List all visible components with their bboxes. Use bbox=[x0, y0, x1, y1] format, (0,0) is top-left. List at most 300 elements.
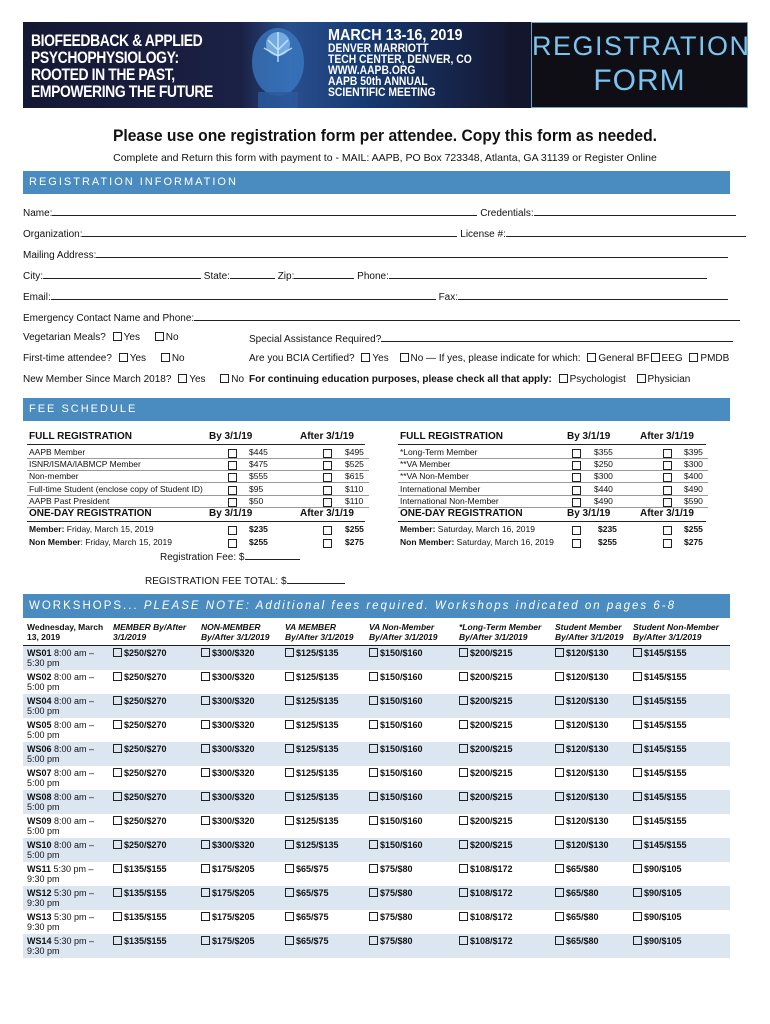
workshop-price-cell bbox=[109, 838, 197, 862]
workshop-price-cell bbox=[551, 838, 629, 862]
fee-row-label bbox=[400, 537, 554, 547]
workshop-price: $75/$80 bbox=[380, 936, 413, 946]
fee-row-label: **VA Member bbox=[400, 459, 451, 470]
workshop-price: $108/$172 bbox=[470, 912, 513, 922]
workshop-price: $65/$80 bbox=[566, 936, 599, 946]
workshop-checkbox[interactable] bbox=[555, 696, 564, 705]
workshop-price-cell bbox=[551, 862, 629, 886]
workshop-price: $300/$320 bbox=[212, 696, 255, 706]
workshop-checkbox[interactable] bbox=[113, 912, 122, 921]
workshop-checkbox[interactable] bbox=[201, 648, 210, 657]
fee-after-price: $590 bbox=[684, 495, 703, 506]
workshop-checkbox[interactable] bbox=[459, 696, 468, 705]
credentials-field[interactable] bbox=[534, 206, 736, 216]
workshop-session bbox=[23, 934, 109, 958]
workshop-checkbox[interactable] bbox=[201, 888, 210, 897]
workshop-checkbox[interactable] bbox=[633, 744, 642, 753]
event-date: MARCH 13-16, 2019 bbox=[328, 27, 463, 44]
workshop-checkbox[interactable] bbox=[555, 936, 564, 945]
workshop-price: $125/$135 bbox=[296, 768, 339, 778]
emergency-row bbox=[23, 311, 740, 324]
workshop-checkbox[interactable] bbox=[113, 696, 122, 705]
workshop-price-cell bbox=[197, 934, 281, 958]
no-label: No bbox=[165, 332, 179, 343]
workshop-checkbox[interactable] bbox=[633, 768, 642, 777]
mailing-row bbox=[23, 248, 728, 261]
workshop-checkbox[interactable] bbox=[369, 936, 378, 945]
email-row bbox=[23, 290, 728, 303]
vegetarian-label: Vegetarian Meals? bbox=[23, 332, 106, 343]
fee-by-checkbox[interactable] bbox=[572, 539, 581, 548]
workshop-checkbox[interactable] bbox=[113, 936, 122, 945]
bcia-yes-checkbox[interactable] bbox=[361, 353, 370, 362]
workshop-checkbox[interactable] bbox=[201, 768, 210, 777]
workshop-price: $150/$160 bbox=[380, 672, 423, 682]
workshop-checkbox[interactable] bbox=[369, 840, 378, 849]
workshop-row bbox=[23, 934, 730, 958]
workshop-price: $150/$160 bbox=[380, 840, 423, 850]
workshop-price: $145/$155 bbox=[644, 744, 687, 754]
workshop-checkbox[interactable] bbox=[555, 888, 564, 897]
head-silhouette-icon bbox=[228, 22, 328, 108]
workshop-checkbox[interactable] bbox=[201, 672, 210, 681]
workshop-price-cell bbox=[281, 838, 365, 862]
workshop-checkbox[interactable] bbox=[555, 648, 564, 657]
workshop-checkbox[interactable] bbox=[459, 720, 468, 729]
workshop-checkbox[interactable] bbox=[633, 888, 642, 897]
workshop-price-cell bbox=[365, 766, 455, 790]
fee-by-checkbox[interactable] bbox=[572, 526, 581, 535]
workshop-price: $250/$270 bbox=[124, 840, 167, 850]
form-word: FORM bbox=[593, 64, 686, 97]
workshop-checkbox[interactable] bbox=[285, 696, 294, 705]
workshop-checkbox[interactable] bbox=[459, 816, 468, 825]
workshop-checkbox[interactable] bbox=[285, 792, 294, 801]
workshop-price-cell bbox=[197, 670, 281, 694]
workshop-checkbox[interactable] bbox=[285, 744, 294, 753]
workshop-code: WS10 bbox=[27, 840, 52, 850]
workshop-checkbox[interactable] bbox=[459, 744, 468, 753]
workshop-checkbox[interactable] bbox=[633, 936, 642, 945]
fee-after-checkbox[interactable] bbox=[323, 473, 332, 482]
newmember-yes-checkbox[interactable] bbox=[178, 374, 187, 383]
workshop-checkbox[interactable] bbox=[555, 768, 564, 777]
workshop-price: $65/$75 bbox=[296, 888, 329, 898]
fee-row-label: *Long-Term Member bbox=[400, 447, 478, 457]
fee-by-price: $255 bbox=[598, 536, 617, 547]
workshop-price: $65/$80 bbox=[566, 912, 599, 922]
workshop-checkbox[interactable] bbox=[113, 720, 122, 729]
workshop-checkbox[interactable] bbox=[285, 672, 294, 681]
workshop-checkbox[interactable] bbox=[459, 888, 468, 897]
workshop-price: $145/$155 bbox=[644, 720, 687, 730]
workshop-row bbox=[23, 886, 730, 910]
fee-after-price: $275 bbox=[345, 536, 364, 547]
psychologist-checkbox[interactable] bbox=[559, 374, 568, 383]
fee-after-checkbox[interactable] bbox=[663, 498, 672, 507]
event-details bbox=[328, 28, 499, 99]
fee-after-checkbox[interactable] bbox=[323, 461, 332, 470]
workshop-checkbox[interactable] bbox=[369, 816, 378, 825]
workshop-price: $250/$270 bbox=[124, 648, 167, 658]
workshop-checkbox[interactable] bbox=[369, 696, 378, 705]
workshop-checkbox[interactable] bbox=[555, 912, 564, 921]
workshop-price: $175/$205 bbox=[212, 864, 255, 874]
workshop-checkbox[interactable] bbox=[369, 744, 378, 753]
workshop-checkbox[interactable] bbox=[113, 840, 122, 849]
workshop-checkbox[interactable] bbox=[369, 672, 378, 681]
header-va-non-member: VA Non-Member By/After 3/1/2019 bbox=[365, 620, 455, 646]
workshop-price-cell bbox=[551, 910, 629, 934]
workshop-checkbox[interactable] bbox=[285, 840, 294, 849]
workshop-price: $300/$320 bbox=[212, 792, 255, 802]
workshop-checkbox[interactable] bbox=[633, 792, 642, 801]
bcia-no-label: No — If yes, please indicate for which: bbox=[410, 353, 581, 364]
firsttime-no-checkbox[interactable] bbox=[161, 353, 170, 362]
workshop-checkbox[interactable] bbox=[201, 936, 210, 945]
workshop-price-cell bbox=[551, 814, 629, 838]
workshop-checkbox[interactable] bbox=[459, 912, 468, 921]
workshop-price-cell bbox=[109, 766, 197, 790]
firsttime-label: First-time attendee? bbox=[23, 353, 112, 364]
fee-by-checkbox[interactable] bbox=[572, 461, 581, 470]
organization-field[interactable] bbox=[82, 227, 457, 237]
email-field[interactable] bbox=[51, 290, 436, 300]
workshop-checkbox[interactable] bbox=[555, 744, 564, 753]
workshop-checkbox[interactable] bbox=[113, 672, 122, 681]
workshop-price: $120/$130 bbox=[566, 816, 609, 826]
workshop-price-cell bbox=[629, 838, 730, 862]
fee-after-checkbox[interactable] bbox=[323, 486, 332, 495]
workshop-checkbox[interactable] bbox=[201, 792, 210, 801]
workshop-price: $150/$160 bbox=[380, 816, 423, 826]
state-field[interactable] bbox=[230, 269, 275, 279]
workshop-price-cell bbox=[281, 910, 365, 934]
workshop-checkbox[interactable] bbox=[633, 672, 642, 681]
workshop-price: $150/$160 bbox=[380, 720, 423, 730]
general-bf-checkbox[interactable] bbox=[587, 353, 596, 362]
workshop-price: $125/$135 bbox=[296, 672, 339, 682]
registration-fee-row bbox=[160, 550, 300, 563]
workshop-price: $145/$155 bbox=[644, 696, 687, 706]
workshop-checkbox[interactable] bbox=[113, 648, 122, 657]
registration-total-field[interactable] bbox=[287, 574, 345, 584]
fee-by-checkbox[interactable] bbox=[228, 449, 237, 458]
emergency-contact-field[interactable] bbox=[194, 311, 740, 321]
workshop-session bbox=[23, 646, 109, 671]
workshop-checkbox[interactable] bbox=[201, 912, 210, 921]
workshop-checkbox[interactable] bbox=[459, 672, 468, 681]
workshop-checkbox[interactable] bbox=[285, 816, 294, 825]
workshop-price: $200/$215 bbox=[470, 720, 513, 730]
newmember-no-checkbox[interactable] bbox=[220, 374, 229, 383]
registration-total-row bbox=[145, 574, 345, 587]
workshop-time: 8:00 am – 5:00 pm bbox=[27, 816, 95, 836]
workshop-checkbox[interactable] bbox=[633, 816, 642, 825]
fee-after-checkbox[interactable] bbox=[663, 473, 672, 482]
workshop-price-cell bbox=[109, 814, 197, 838]
workshop-price-cell bbox=[281, 670, 365, 694]
workshop-session bbox=[23, 886, 109, 910]
workshop-time: 8:00 am – 5:00 pm bbox=[27, 768, 95, 788]
email-label: Email: bbox=[23, 292, 51, 303]
workshop-checkbox[interactable] bbox=[633, 912, 642, 921]
workshop-price-cell bbox=[109, 718, 197, 742]
fee-after-price: $255 bbox=[345, 524, 364, 534]
fee-by-checkbox[interactable] bbox=[228, 461, 237, 470]
workshop-checkbox[interactable] bbox=[555, 864, 564, 873]
pmdb-checkbox[interactable] bbox=[689, 353, 698, 362]
workshop-price: $150/$160 bbox=[380, 744, 423, 754]
bcia-label: Are you BCIA Certified? bbox=[249, 353, 355, 364]
fee-after-checkbox[interactable] bbox=[663, 461, 672, 470]
workshop-checkbox[interactable] bbox=[285, 768, 294, 777]
workshop-checkbox[interactable] bbox=[459, 936, 468, 945]
workshop-price: $65/$80 bbox=[566, 888, 599, 898]
workshop-price: $135/$155 bbox=[124, 936, 167, 946]
workshop-checkbox[interactable] bbox=[459, 840, 468, 849]
workshop-price: $90/$105 bbox=[644, 912, 682, 922]
workshop-checkbox[interactable] bbox=[201, 840, 210, 849]
organization-row bbox=[23, 227, 746, 240]
workshop-price: $120/$130 bbox=[566, 720, 609, 730]
fee-after-checkbox[interactable] bbox=[323, 498, 332, 507]
fee-by-checkbox[interactable] bbox=[228, 498, 237, 507]
workshop-checkbox[interactable] bbox=[369, 888, 378, 897]
workshop-row bbox=[23, 742, 730, 766]
workshop-price-cell bbox=[197, 814, 281, 838]
vegetarian-yes-checkbox[interactable] bbox=[113, 332, 122, 341]
fee-after-checkbox[interactable] bbox=[323, 539, 332, 548]
workshop-checkbox[interactable] bbox=[285, 720, 294, 729]
fee-row-label-text: Friday, March 15, 2019 bbox=[64, 524, 154, 534]
workshop-checkbox[interactable] bbox=[369, 912, 378, 921]
fee-by-price: $445 bbox=[249, 447, 268, 457]
workshop-price: $250/$270 bbox=[124, 816, 167, 826]
workshop-price-cell bbox=[281, 646, 365, 671]
zip-field[interactable] bbox=[294, 269, 354, 279]
workshop-price-cell bbox=[629, 766, 730, 790]
workshop-price: $120/$130 bbox=[566, 672, 609, 682]
registration-form-title bbox=[531, 22, 751, 108]
workshop-checkbox[interactable] bbox=[633, 864, 642, 873]
workshop-checkbox[interactable] bbox=[555, 720, 564, 729]
workshop-checkbox[interactable] bbox=[633, 696, 642, 705]
fee-by-price: $555 bbox=[249, 471, 268, 482]
workshop-price: $200/$215 bbox=[470, 672, 513, 682]
workshop-checkbox[interactable] bbox=[459, 864, 468, 873]
workshop-price-cell bbox=[551, 670, 629, 694]
workshop-checkbox[interactable] bbox=[555, 792, 564, 801]
workshop-price-cell bbox=[281, 718, 365, 742]
workshop-price-cell bbox=[629, 814, 730, 838]
workshop-price: $150/$160 bbox=[380, 792, 423, 802]
mailing-address-field[interactable] bbox=[96, 248, 728, 258]
workshop-checkbox[interactable] bbox=[285, 912, 294, 921]
fee-by-checkbox[interactable] bbox=[228, 486, 237, 495]
workshop-checkbox[interactable] bbox=[113, 768, 122, 777]
license-field[interactable] bbox=[506, 227, 746, 237]
workshop-checkbox[interactable] bbox=[555, 816, 564, 825]
fee-after-price: $275 bbox=[684, 536, 703, 547]
workshop-price: $65/$75 bbox=[296, 936, 329, 946]
workshop-price: $65/$75 bbox=[296, 864, 329, 874]
fee-after-checkbox[interactable] bbox=[663, 526, 672, 535]
phone-field[interactable] bbox=[389, 269, 707, 279]
workshop-price-cell bbox=[629, 862, 730, 886]
bcia-no-checkbox[interactable] bbox=[400, 353, 409, 362]
workshop-price: $200/$215 bbox=[470, 792, 513, 802]
workshop-price-cell bbox=[365, 862, 455, 886]
workshop-checkbox[interactable] bbox=[201, 744, 210, 753]
workshop-price-cell bbox=[551, 646, 629, 671]
workshop-checkbox[interactable] bbox=[113, 816, 122, 825]
by-date-heading: By 3/1/19 bbox=[209, 431, 253, 442]
workshop-checkbox[interactable] bbox=[633, 720, 642, 729]
fee-after-checkbox[interactable] bbox=[323, 449, 332, 458]
fee-after-price: $395 bbox=[684, 447, 703, 457]
workshop-price-cell bbox=[629, 718, 730, 742]
workshop-checkbox[interactable] bbox=[459, 792, 468, 801]
workshop-checkbox[interactable] bbox=[369, 648, 378, 657]
after-date-heading: After 3/1/19 bbox=[300, 431, 354, 442]
workshop-checkbox[interactable] bbox=[113, 744, 122, 753]
workshop-price: $145/$155 bbox=[644, 816, 687, 826]
workshop-checkbox[interactable] bbox=[459, 768, 468, 777]
yes-label: Yes bbox=[129, 353, 147, 364]
fee-after-price: $400 bbox=[684, 471, 703, 482]
fee-row-label: International Non-Member bbox=[400, 495, 499, 506]
special-assistance-field[interactable] bbox=[381, 332, 733, 342]
workshop-price-cell bbox=[455, 886, 551, 910]
yes-label: Yes bbox=[123, 332, 140, 343]
after-date-heading: After 3/1/19 bbox=[640, 508, 694, 519]
fee-by-checkbox[interactable] bbox=[228, 526, 237, 535]
workshop-code: WS14 bbox=[27, 936, 52, 946]
workshop-checkbox[interactable] bbox=[633, 648, 642, 657]
header-date: Wednesday, March 13, 2019 bbox=[23, 620, 109, 646]
workshop-price-cell bbox=[629, 886, 730, 910]
fee-row-label: ISNR/ISMA/IABMCP Member bbox=[29, 459, 141, 470]
workshop-checkbox[interactable] bbox=[201, 720, 210, 729]
workshop-checkbox[interactable] bbox=[113, 864, 122, 873]
workshop-checkbox[interactable] bbox=[555, 672, 564, 681]
workshop-price: $300/$320 bbox=[212, 840, 255, 850]
fee-after-price: $525 bbox=[345, 459, 364, 470]
fax-field[interactable] bbox=[458, 290, 728, 300]
name-field[interactable] bbox=[52, 206, 477, 216]
fee-by-price: $475 bbox=[249, 459, 268, 470]
vegetarian-row bbox=[23, 332, 179, 343]
workshop-price-cell bbox=[629, 646, 730, 671]
divider bbox=[398, 521, 706, 522]
workshop-row bbox=[23, 862, 730, 886]
full-registration-heading: FULL REGISTRATION bbox=[29, 431, 132, 442]
registration-fee-label: Registration Fee: $ bbox=[160, 552, 245, 563]
workshop-checkbox[interactable] bbox=[201, 864, 210, 873]
workshop-row bbox=[23, 838, 730, 862]
workshop-checkbox[interactable] bbox=[201, 816, 210, 825]
fee-after-price: $490 bbox=[684, 483, 703, 494]
workshop-row bbox=[23, 694, 730, 718]
workshop-checkbox[interactable] bbox=[285, 648, 294, 657]
city-field[interactable] bbox=[43, 269, 201, 279]
vegetarian-no-checkbox[interactable] bbox=[155, 332, 164, 341]
workshop-checkbox[interactable] bbox=[369, 720, 378, 729]
workshop-checkbox[interactable] bbox=[555, 840, 564, 849]
fee-after-checkbox[interactable] bbox=[663, 486, 672, 495]
registration-fee-field[interactable] bbox=[245, 550, 300, 560]
workshop-code: WS12 bbox=[27, 888, 52, 898]
ce-row bbox=[249, 374, 690, 385]
workshop-checkbox[interactable] bbox=[113, 792, 122, 801]
firsttime-yes-checkbox[interactable] bbox=[119, 353, 128, 362]
fee-by-price: $235 bbox=[249, 524, 268, 534]
workshop-price: $145/$155 bbox=[644, 840, 687, 850]
fee-by-price: $300 bbox=[594, 471, 613, 482]
workshop-checkbox[interactable] bbox=[285, 864, 294, 873]
fee-by-checkbox[interactable] bbox=[228, 473, 237, 482]
workshop-price-cell bbox=[629, 694, 730, 718]
no-label: No bbox=[171, 353, 185, 364]
workshop-price: $175/$205 bbox=[212, 888, 255, 898]
workshop-price: $65/$75 bbox=[296, 912, 329, 922]
workshop-checkbox[interactable] bbox=[285, 936, 294, 945]
workshop-checkbox[interactable] bbox=[369, 864, 378, 873]
fee-after-price: $615 bbox=[345, 471, 364, 482]
workshop-price: $175/$205 bbox=[212, 912, 255, 922]
physician-checkbox[interactable] bbox=[637, 374, 646, 383]
workshop-session bbox=[23, 718, 109, 742]
workshop-code: WS04 bbox=[27, 696, 52, 706]
workshop-price-cell bbox=[197, 718, 281, 742]
workshop-checkbox[interactable] bbox=[633, 840, 642, 849]
workshop-price-cell bbox=[197, 646, 281, 671]
workshop-checkbox[interactable] bbox=[369, 768, 378, 777]
fee-by-checkbox[interactable] bbox=[228, 539, 237, 548]
header-student-member: Student Member By/After 3/1/2019 bbox=[551, 620, 629, 646]
psychologist-label: Psychologist bbox=[569, 374, 626, 385]
fee-by-checkbox[interactable] bbox=[572, 498, 581, 507]
workshop-checkbox[interactable] bbox=[201, 696, 210, 705]
fee-after-checkbox[interactable] bbox=[323, 526, 332, 535]
fee-by-checkbox[interactable] bbox=[572, 473, 581, 482]
workshop-price-cell bbox=[365, 718, 455, 742]
workshop-price: $65/$80 bbox=[566, 864, 599, 874]
workshops-body bbox=[23, 646, 730, 959]
workshop-price: $250/$270 bbox=[124, 768, 167, 778]
workshop-price-cell bbox=[551, 694, 629, 718]
workshop-checkbox[interactable] bbox=[113, 888, 122, 897]
workshop-price: $150/$160 bbox=[380, 696, 423, 706]
eeg-checkbox[interactable] bbox=[651, 353, 660, 362]
workshop-price: $125/$135 bbox=[296, 696, 339, 706]
workshop-price: $300/$320 bbox=[212, 816, 255, 826]
fee-by-checkbox[interactable] bbox=[572, 449, 581, 458]
workshop-checkbox[interactable] bbox=[369, 792, 378, 801]
fee-after-checkbox[interactable] bbox=[663, 539, 672, 548]
workshop-checkbox[interactable] bbox=[285, 888, 294, 897]
fee-after-price: $300 bbox=[684, 459, 703, 470]
banner-artwork bbox=[23, 22, 508, 108]
workshop-price-cell bbox=[455, 670, 551, 694]
workshop-price: $150/$160 bbox=[380, 648, 423, 658]
workshop-checkbox[interactable] bbox=[459, 648, 468, 657]
fee-by-checkbox[interactable] bbox=[572, 486, 581, 495]
fee-after-checkbox[interactable] bbox=[663, 449, 672, 458]
workshop-price-cell bbox=[109, 742, 197, 766]
name-label: Name: bbox=[23, 208, 53, 219]
